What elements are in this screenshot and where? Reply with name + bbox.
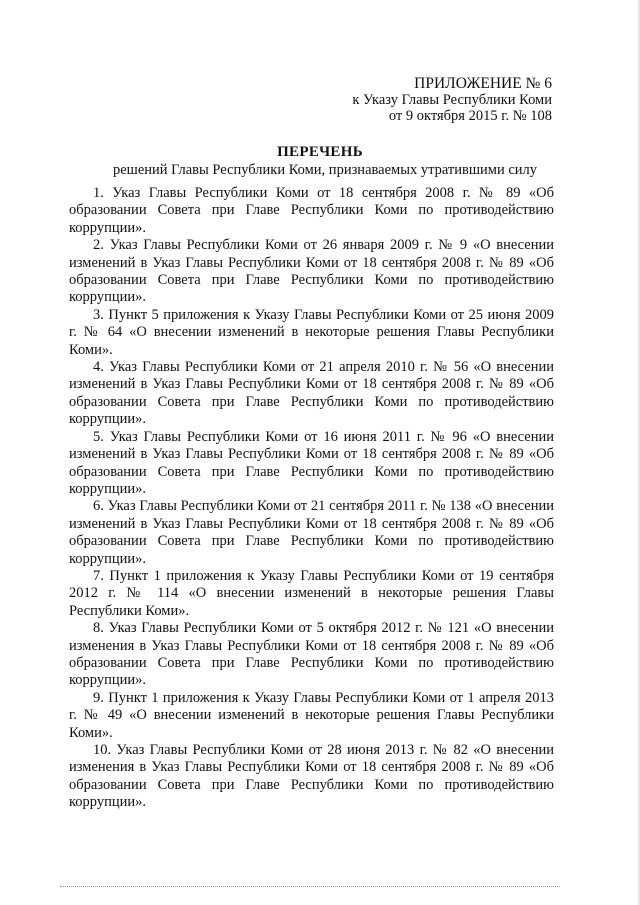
decision-list — [69, 185, 554, 812]
appendix-decree-reference: к Указу Главы Республики Коми — [352, 92, 552, 108]
scan-dotted-line — [60, 886, 560, 887]
document-subtitle: решений Главы Республики Коми, признаваемых утратившими силу — [112, 162, 538, 178]
list-item-6: 6. Указ Главы Республики Коми от 21 сентября 2011 г. № 138 «О внесении изменений в Указ Главы Республики Коми от 18 сентября 2008 г. № 89 «Об образовании Совета при Главе Республики Коми по противодействию коррупции». — [69, 498, 554, 567]
list-item-5: 5. Указ Главы Республики Коми от 16 июня 2011 г. № 96 «О внесении изменений в Указ Главы Республики Коми от 18 сентября 2008 г. № 89 «Об образовании Совета при Главе Республики Коми по противодействию коррупции». — [69, 428, 554, 497]
list-item-4: 4. Указ Главы Республики Коми от 21 апреля 2010 г. № 56 «О внесении изменений в Указ Главы Республики Коми от 18 сентября 2008 г. № 89 «Об образовании Совета при Главе Республики Коми по противодействию коррупции». — [69, 359, 554, 428]
list-item-9: 9. Пункт 1 приложения к Указу Главы Республики Коми от 1 апреля 2013 г. № 49 «О внесении изменений в некоторые решения Главы Республики Коми». — [69, 689, 554, 741]
document-title: ПЕРЕЧЕНЬ — [277, 144, 363, 160]
list-item-1: 1. Указ Главы Республики Коми от 18 сентября 2008 г. № 89 «Об образовании Совета при Главе Республики Коми по противодействию коррупции». — [69, 185, 554, 236]
appendix-decree-date: от 9 октября 2015 г. № 108 — [388, 108, 552, 124]
list-item-8: 8. Указ Главы Республики Коми от 5 октября 2012 г. № 121 «О внесении изменения в Указ Главы Республики Коми от 18 сентября 2008 г. № 89 «Об образовании Совета при Главе Республики Коми по противодействию коррупции». — [69, 620, 554, 689]
title-block — [0, 144, 640, 178]
list-item-2: 2. Указ Главы Республики Коми от 26 января 2009 г. № 9 «О внесении изменений в Указ Главы Республики Коми от 18 сентября 2008 г. № 89 «Об образовании Совета при Главе Республики Коми по противодействию коррупции». — [69, 237, 554, 306]
appendix-header — [352, 76, 552, 124]
list-item-3: 3. Пункт 5 приложения к Указу Главы Республики Коми от 25 июня 2009 г. № 64 «О внесении изменений в некоторые решения Главы Республики Коми». — [69, 306, 554, 358]
appendix-number: ПРИЛОЖЕНИЕ № 6 — [414, 75, 552, 92]
list-item-7: 7. Пункт 1 приложения к Указу Главы Республики Коми от 19 сентября 2012 г. № 114 «О внесении изменений в некоторые решения Главы Республики Коми». — [69, 567, 554, 619]
list-item-10: 10. Указ Главы Республики Коми от 28 июня 2013 г. № 82 «О внесении изменения в Указ Главы Республики Коми от 18 сентября 2008 г. № 89 «Об образовании Совета при Главе Республики Коми по противодействию коррупции». — [69, 742, 554, 811]
